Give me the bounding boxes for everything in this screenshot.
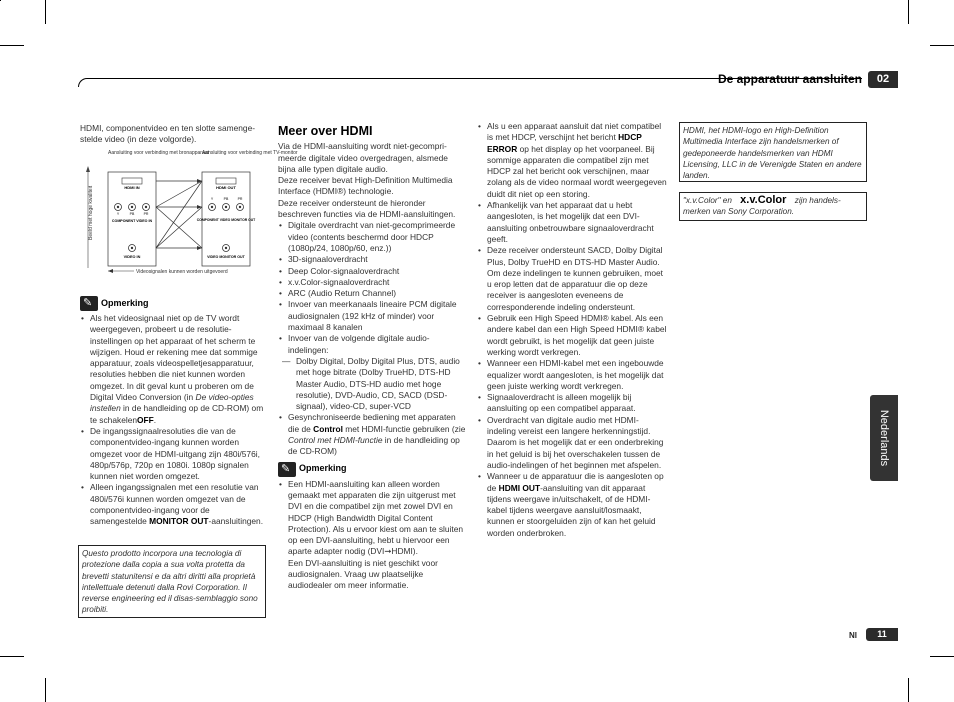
note-bullet: • Gebruik een High Speed HDMI® kabel. Als een andere kabel dan een High Speed HDMI® kabel wordt gebruikt, is het mogelijk dat geen juiste werking wordt verkregen. (477, 313, 667, 358)
crop-mark (908, 678, 909, 702)
note-bullet: • Als u een apparaat aansluit dat niet compatibel is met HDCP, verschijnt het bericht HDCP ERROR op het display op het voorpaneel. Bij sommige apparaten die compatibel zijn met HDCP zal het bericht ook verschijnen, maar zolang als de video normaal wordt weergegeven duidt dit niet op een storing. (477, 121, 667, 200)
feature-bullet: • Invoer van meerkanaals lineaire PCM digitale audiosignalen (192 kHz of minder) voor maximaal 8 kanalen (278, 299, 466, 333)
diagram-label-out: Aansluiting voor verbinding met TV-monitor (202, 150, 298, 156)
note-bullet: • Wanneer u de apparatuur die is aangesloten op de HDMI OUT-aansluiting van dit apparaat tijdens weergave in/uitschakelt, of de HDMI-kabel tijdens weergave aansluit/losmaakt, kunnen er stoorgeluiden zijn of kan het geluid worden onderbroken. (477, 471, 667, 539)
note-heading: ✎ Opmerking (278, 462, 466, 477)
xvcolor-logo: x.v.Color (740, 194, 787, 206)
feature-sub-item: — Dolby Digital, Dolby Digital Plus, DTS, audio met hoge bitrate (Dolby TrueHD, DTS-HD Master Audio, DTS-HD audio met hoge resolutie), DVD-Audio, CD, SACD (DSD-signaal), video-CD, super-VCD (278, 356, 466, 412)
svg-text:PR: PR (237, 197, 243, 201)
pencil-icon (278, 462, 296, 477)
crop-mark (930, 656, 954, 657)
page-number: 11 (866, 628, 898, 641)
pencil-icon (80, 296, 98, 311)
note-bullet: • Afhankelijk van het apparaat dat u hebt aangesloten, is het mogelijk dat een DVI-aansluiting onbetrouwbare signaaloverdracht geeft. (477, 200, 667, 245)
chapter-number: 02 (868, 71, 898, 88)
hdmi-out-label: HDMI OUT (216, 185, 236, 190)
column-2 (278, 126, 466, 592)
svg-text:Y: Y (116, 212, 120, 216)
note-bullet: • Signaaloverdracht is alleen mogelijk bij aansluiting op een compatibel apparaat. (477, 392, 667, 415)
crop-mark (0, 656, 24, 657)
note-bullet: • De ingangssignaalresoluties die van de componentvideo-ingang kunnen worden omgezet voor de HDMI-uitgang zijn 480i/576i, 480p/576p, 720p en 1080i. 1080p signalen kunnen niet worden omgezet. (80, 426, 266, 482)
video-out-label: VIDEO MONITOR OUT (207, 255, 245, 259)
note-bullet: • Overdracht van digitale audio met HDMI-indeling vereist een langere herkenningstijd. Daarom is het mogelijk dat er een onderbreking in het geluid is bij het overschakelen tussen de audio-indelingen of het beginnen met afspelen. (477, 415, 667, 471)
feature-bullet: • Invoer van de volgende digitale audio-indelingen: (278, 333, 466, 356)
xvcolor-trademark-box: "x.v.Color" en x.v.Color zijn handels-merken van Sony Corporation. (679, 192, 867, 221)
column-3 (477, 121, 667, 539)
column-1-notes (80, 292, 266, 528)
paragraph: Deze receiver bevat High-Definition Multimedia Interface (HDMI®) technologie. (278, 175, 453, 197)
page-header-title: De apparatuur aansluiten (717, 72, 862, 86)
feature-bullet: • Deep Color-signaaloverdracht (278, 266, 466, 277)
diagram-side-label: Beeld met hoge kwaliteit (88, 185, 94, 240)
crop-mark (0, 0, 1, 1)
feature-bullet: • x.v.Color-signaaloverdracht (278, 277, 466, 288)
component-in-label: COMPONENT VIDEO IN (111, 219, 153, 223)
crop-mark (930, 45, 954, 46)
feature-bullet: • 3D-signaaloverdracht (278, 254, 466, 265)
hdmi-in-label: HDMI IN (124, 185, 140, 190)
note-bullet: • Wanneer een HDMI-kabel met een ingebouwde equalizer wordt aangesloten, is het mogelijk dat geen juiste werking wordt verkregen. (477, 358, 667, 392)
diagram-label-in: Aansluiting voor verbinding met bronapparaat (108, 150, 209, 156)
note-bullet: • Als het videosignaal niet op de TV wordt weergegeven, probeert u de resolutie-instellingen op het apparaat of het scherm te wijzigen. Houd er rekening mee dat sommige apparatuur, zoals videospelletjesapparatuur, resoluties hebben die niet kunnen worden omgezet. In dit geval kunt u proberen om de Digital Video Conversion (in De video-opties instellen in de handleiding op de CD-ROM) om te schakelenOFF. (80, 313, 266, 426)
feature-bullet: • Gesynchroniseerde bediening met apparaten die de Control met HDMI-functie gebruiken (zie Control met HDMI-functie in de handleiding op de CD-ROM) (278, 412, 466, 457)
language-label: Nederlands (878, 409, 890, 467)
note-continuation: Een DVI-aansluiting is niet geschikt voor audiosignalen. Vraag uw plaatselijke audiodealer om meer informatie. (288, 557, 438, 591)
paragraph: Via de HDMI-aansluiting wordt niet-gecompri-meerde digitale video overgedragen, alsmede bijna alle typen digitale audio. (278, 141, 448, 174)
crop-mark (0, 45, 24, 46)
svg-text:Y: Y (210, 197, 214, 201)
svg-text:PR: PR (143, 212, 149, 216)
svg-text:PB: PB (223, 197, 229, 201)
language-side-tab (870, 395, 898, 481)
rovi-notice-box: Questo prodotto incorpora una tecnologia di protezione dalla copia a sua volta protetta da brevetti statunitensi e da altri diritti alla proprietà intellettuale detenuti dalla Rovi Corporation. Il reverse engineering ed il disas-semblaggio sono proibiti. (78, 545, 266, 618)
crop-mark (45, 678, 46, 702)
column-1 (80, 123, 266, 146)
feature-bullet: • Digitale overdracht van niet-gecomprimeerde video (contents beschermd door HDCP (1080p/24, 1080p/60, enz.)) (278, 220, 466, 254)
note-heading: ✎ Opmerking (80, 296, 266, 311)
video-signal-diagram (80, 150, 298, 278)
section-heading: Meer over HDMI (278, 124, 373, 138)
note-bullet: • Een HDMI-aansluiting kan alleen worden gemaakt met apparaten die zijn uitgerust met DVI en die compatibel zijn met zowel DVI en HDCP (High Bandwidth Digital Content Protection). Als u ervoor kiest om aan te sluiten op een DVI-aansluiting, hebt u hiervoor een aparte adapter nodig (DVI➞HDMI). (278, 479, 466, 558)
note-bullet: • Deze receiver ondersteunt SACD, Dolby Digital Plus, Dolby TrueHD en DTS-HD Master Audio. Om deze indelingen te kunnen gebruiken, moet u erop letten dat de apparatuur die op deze receiver is aangesloten eveneens de corresponderende indeling ondersteunt. (477, 245, 667, 313)
hdmi-trademark-box: HDMI, het HDMI-logo en High-Definition Multimedia Interface zijn handelsmerken of gedeponeerde handelsmerken van HDMI Licensing, LLC in de Verenigde Staten en andere landen. (679, 122, 867, 182)
video-in-label: VIDEO IN (123, 255, 141, 259)
paragraph: Deze receiver ondersteunt de hieronder beschreven functies via de HDMI-aansluitingen. (278, 197, 456, 220)
crop-mark (45, 0, 46, 24)
footer-language: Nl (849, 631, 857, 640)
crop-mark (908, 0, 909, 24)
svg-text:PB: PB (129, 212, 135, 216)
diagram-bottom-label: Videosignalen kunnen worden uitgevoerd (136, 269, 228, 275)
note-bullet: • Alleen ingangssignalen met een resolutie van 480i/576i kunnen worden omgezet van de componentvideo-ingang voor de samengestelde MONITOR OUT-aansluitingen. (80, 482, 266, 527)
component-out-label: COMPONENT VIDEO MONITOR OUT (196, 218, 256, 222)
intro-text: HDMI, componentvideo en ten slotte samenge-stelde video (in deze volgorde). (80, 123, 256, 145)
feature-bullet: • ARC (Audio Return Channel) (278, 288, 466, 299)
